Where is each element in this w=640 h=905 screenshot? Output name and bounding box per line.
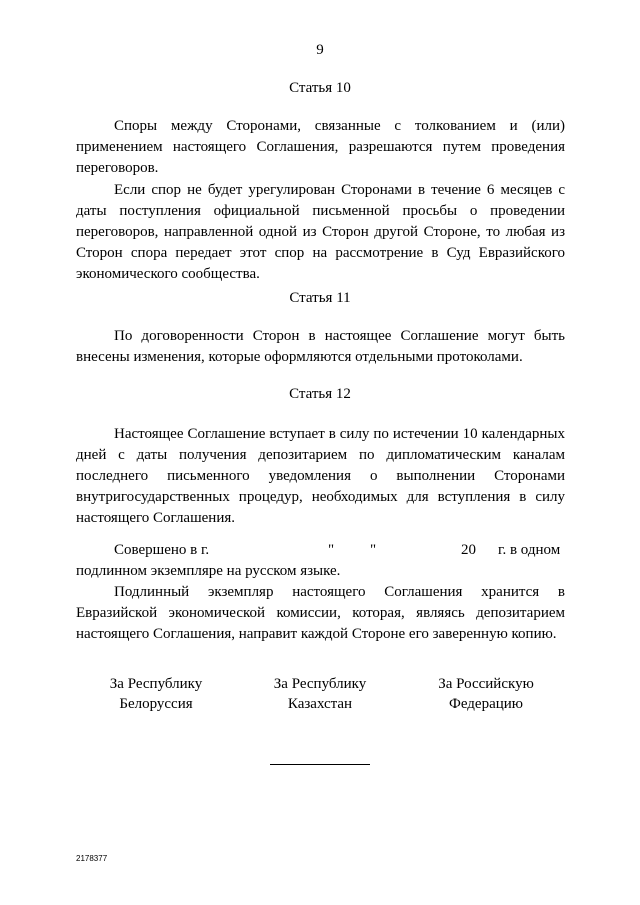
end-divider-line	[270, 764, 370, 765]
signing-year-suffix: г. в одном	[498, 542, 561, 558]
signature-label: За Российскую	[438, 676, 534, 692]
original-kept-paragraph: Подлинный экземпляр настоящего Соглашения хранится в Евразийской экономической комиссии, которая, являясь депозитарием настоящего Соглашения, направит каждой Стороне его заверенную копию.	[76, 584, 565, 642]
signing-place-date-line	[114, 540, 565, 561]
document-code: 2178377	[76, 854, 108, 863]
article-10-paragraph-1: Споры между Сторонами, связанные с толкованием и (или) применением настоящего Соглашения, разрешаются путем проведения переговоров.	[76, 118, 565, 176]
signature-country: Белоруссия	[119, 696, 193, 712]
signing-year-prefix: 20	[461, 542, 476, 558]
signature-label: За Республику	[273, 676, 367, 692]
article-10-heading: Статья 10	[289, 80, 351, 96]
page-number: 9	[316, 42, 324, 58]
article-11-heading: Статья 11	[289, 290, 351, 306]
article-12-heading: Статья 12	[289, 386, 351, 402]
signature-block-russia	[406, 674, 566, 714]
signing-done-at: Совершено в г.	[114, 542, 210, 558]
signing-continuation: подлинном экземпляре на русском языке.	[76, 563, 341, 579]
signature-block-kazakhstan	[240, 674, 400, 714]
article-10-paragraph-2: Если спор не будет урегулирован Сторонами в течение 6 месяцев с даты поступления официальной письменной просьбы о проведении переговоров, направленной одной из Сторон другой Стороне, то любая из Сторон спора передает этот спор на рассмотрение в Суд Евразийского экономического сообщества.	[76, 182, 565, 282]
signature-label: За Республику	[109, 676, 203, 692]
signature-country: Федерацию	[448, 696, 524, 712]
signature-block-belarus	[76, 674, 236, 714]
article-12-paragraph-1: Настоящее Соглашение вступает в силу по истечении 10 календарных дней с даты получения депозитарием по дипломатическим каналам последнего письменного уведомления о выполнении Сторонами внутригосударственных процедур, необходимых для вступления в силу настоящего Соглашения.	[76, 426, 565, 526]
signature-country: Казахстан	[287, 696, 353, 712]
signing-quote-open: "	[328, 542, 335, 558]
article-11-paragraph-1: По договоренности Сторон в настоящее Соглашение могут быть внесены изменения, которые оформляются отдельными протоколами.	[76, 328, 565, 365]
signing-quote-close: "	[370, 542, 377, 558]
